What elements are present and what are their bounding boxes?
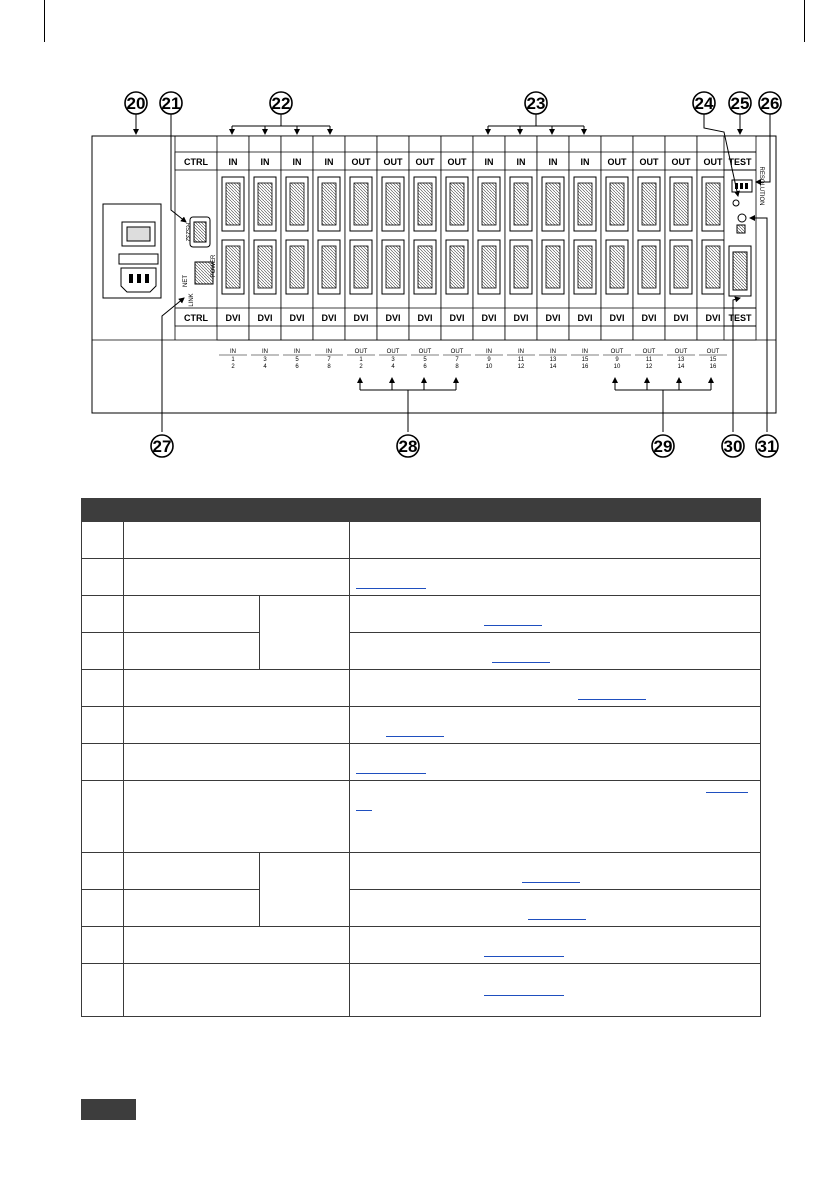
- slot-header-label: OUT: [639, 157, 659, 167]
- slot-number-direction: OUT: [386, 349, 400, 355]
- slot-footer-label: DVI: [417, 313, 433, 323]
- slot-header-label: IN: [580, 157, 590, 167]
- slot-number-b: 10: [613, 364, 621, 370]
- callout-28: [397, 435, 419, 457]
- callout-20: [125, 92, 147, 114]
- slot-number-direction: OUT: [610, 349, 624, 355]
- callout-26-number: 26: [760, 94, 780, 113]
- bracket-23: [488, 112, 584, 134]
- slot-header-label: OUT: [671, 157, 691, 167]
- slot-number-a: 3: [263, 357, 267, 363]
- callout-21-number: 21: [161, 94, 181, 113]
- callout-22-number: 22: [271, 94, 291, 113]
- slot-header-label: OUT: [607, 157, 627, 167]
- page-link[interactable]: [484, 955, 564, 957]
- fuse-holder: [119, 254, 158, 264]
- slot-header-label: IN: [516, 157, 526, 167]
- page-link[interactable]: [356, 809, 372, 811]
- slot-number-direction: OUT: [706, 349, 720, 355]
- slot-footer-label: DVI: [385, 313, 401, 323]
- callout-27-number: 27: [152, 437, 172, 456]
- slot-number-b: 2: [359, 364, 363, 370]
- slot-number-direction: IN: [262, 349, 268, 355]
- slot-number-b: 12: [645, 364, 653, 370]
- page-link[interactable]: [528, 918, 586, 920]
- rs232-label: RS232: [184, 222, 190, 242]
- slot-header-label: IN: [228, 157, 238, 167]
- page-link[interactable]: [706, 791, 748, 793]
- bracket-22: [232, 112, 330, 134]
- link-label: LINK: [189, 293, 195, 307]
- slot-header-label: OUT: [447, 157, 467, 167]
- slot-header-label: IN: [292, 157, 302, 167]
- slot-header-label: IN: [324, 157, 334, 167]
- resolution-label: RESOLUTION: [758, 166, 764, 206]
- slot-number-a: 5: [295, 357, 299, 363]
- test-button: [738, 214, 746, 222]
- slot-number-a: 15: [581, 357, 589, 363]
- page-link[interactable]: [578, 698, 646, 700]
- page-link[interactable]: [356, 587, 426, 589]
- feature-table: [81, 498, 761, 1017]
- slot-footer-label: DVI: [673, 313, 689, 323]
- table-row: [82, 890, 761, 927]
- callout-29-number: 29: [653, 437, 673, 456]
- slot-number-a: 13: [549, 357, 557, 363]
- slot-number-b: 6: [423, 364, 427, 370]
- callout-20-number: 20: [126, 94, 146, 113]
- table-row: [82, 964, 761, 1017]
- slot-number-direction: OUT: [642, 349, 656, 355]
- callout-30-number: 30: [723, 437, 743, 456]
- slot-header-label: IN: [260, 157, 270, 167]
- io-slots: [217, 136, 729, 370]
- table-row: [82, 522, 761, 559]
- table-row: [82, 633, 761, 670]
- slot-number-direction: IN: [486, 349, 492, 355]
- slot-number-a: 5: [423, 357, 427, 363]
- callout-27: [151, 435, 173, 457]
- test-top-label: TEST: [728, 157, 752, 167]
- power-led-label: POWER: [211, 254, 217, 278]
- slot-footer-label: DVI: [641, 313, 657, 323]
- table-row: [82, 853, 761, 890]
- test-bottom-label: TEST: [728, 313, 752, 323]
- slot-number-b: 8: [327, 364, 331, 370]
- slot-number-a: 1: [359, 357, 363, 363]
- slot-number-b: 12: [517, 364, 525, 370]
- slot-header-label: IN: [548, 157, 558, 167]
- slot-number-a: 7: [455, 357, 459, 363]
- test-card: [724, 136, 756, 340]
- slot-header-label: OUT: [383, 157, 403, 167]
- slot-header-label: IN: [484, 157, 494, 167]
- slot-number-b: 16: [581, 364, 589, 370]
- slot-footer-label: DVI: [321, 313, 337, 323]
- slot-number-a: 11: [517, 357, 525, 363]
- slot-number-b: 4: [263, 364, 267, 370]
- slot-footer-label: DVI: [353, 313, 369, 323]
- ctrl-bottom-label: CTRL: [184, 313, 208, 323]
- slot-number-b: 14: [549, 364, 557, 370]
- rear-panel-diagram: [0, 0, 839, 470]
- slot-number-a: 1: [231, 357, 235, 363]
- slot-number-b: 16: [709, 364, 717, 370]
- slot-number-a: 15: [709, 357, 717, 363]
- callout-21: [160, 92, 182, 114]
- slot-number-direction: OUT: [450, 349, 464, 355]
- slot-footer-label: DVI: [449, 313, 465, 323]
- page-link[interactable]: [492, 661, 550, 663]
- slot-number-direction: OUT: [418, 349, 432, 355]
- callout-28-number: 28: [398, 437, 418, 456]
- table-row: [82, 744, 761, 781]
- table-row: [82, 707, 761, 744]
- slot-number-direction: IN: [582, 349, 588, 355]
- table-header-feature: [124, 499, 350, 522]
- slot-header-label: OUT: [703, 157, 723, 167]
- slot-number-a: 7: [327, 357, 331, 363]
- slot-header-label: OUT: [415, 157, 435, 167]
- slot-footer-label: DVI: [577, 313, 593, 323]
- slot-number-a: 9: [487, 357, 491, 363]
- ctrl-top-label: CTRL: [184, 157, 208, 167]
- slot-number-direction: OUT: [674, 349, 688, 355]
- callout-22: [270, 92, 292, 114]
- net-label: NET: [183, 275, 189, 287]
- callout-23-number: 23: [526, 94, 546, 113]
- note-label: [81, 1099, 136, 1120]
- callout-24: [693, 92, 715, 114]
- slot-number-direction: IN: [518, 349, 524, 355]
- slot-number-b: 14: [677, 364, 685, 370]
- slot-footer-label: DVI: [545, 313, 561, 323]
- slot-number-direction: IN: [230, 349, 236, 355]
- slot-number-a: 11: [645, 357, 653, 363]
- test-led: [733, 200, 739, 206]
- table-header-row: [82, 499, 761, 522]
- page-link[interactable]: [356, 772, 426, 774]
- slot-footer-label: DVI: [513, 313, 529, 323]
- callout-29: [652, 435, 674, 457]
- page-link[interactable]: [484, 624, 542, 626]
- page-link[interactable]: [386, 735, 444, 737]
- table-header-function: [350, 499, 761, 522]
- table-row: [82, 927, 761, 964]
- slot-number-direction: IN: [294, 349, 300, 355]
- callout-31: [756, 435, 778, 457]
- callout-31-number: 31: [757, 437, 777, 456]
- page-link[interactable]: [522, 881, 580, 883]
- page-link[interactable]: [484, 994, 564, 996]
- slot-number-direction: IN: [550, 349, 556, 355]
- callout-30: [722, 435, 744, 457]
- table-row: [82, 670, 761, 707]
- slot-number-a: 13: [677, 357, 685, 363]
- slot-footer-label: DVI: [289, 313, 305, 323]
- callout-24-number: 24: [694, 94, 714, 113]
- slot-number-a: 9: [615, 357, 619, 363]
- power-module: [103, 204, 161, 298]
- slot-header-label: OUT: [351, 157, 371, 167]
- slot-footer-label: DVI: [481, 313, 497, 323]
- table-row: [82, 559, 761, 596]
- table-row: [82, 781, 761, 853]
- slot-number-b: 6: [295, 364, 299, 370]
- table-row: [82, 596, 761, 633]
- callout-25: [729, 92, 751, 114]
- slot-footer-label: DVI: [257, 313, 273, 323]
- callout-25-number: 25: [730, 94, 750, 113]
- slot-number-direction: IN: [326, 349, 332, 355]
- slot-number-b: 4: [391, 364, 395, 370]
- slot-footer-label: DVI: [609, 313, 625, 323]
- slot-number-b: 10: [485, 364, 493, 370]
- callout-23: [525, 92, 547, 114]
- slot-number-b: 2: [231, 364, 235, 370]
- callout-26: [759, 92, 781, 114]
- slot-number-b: 8: [455, 364, 459, 370]
- slot-number-a: 3: [391, 357, 395, 363]
- table-header-number: [82, 499, 124, 522]
- slot-footer-label: DVI: [705, 313, 721, 323]
- slot-footer-label: DVI: [225, 313, 241, 323]
- slot-number-direction: OUT: [354, 349, 368, 355]
